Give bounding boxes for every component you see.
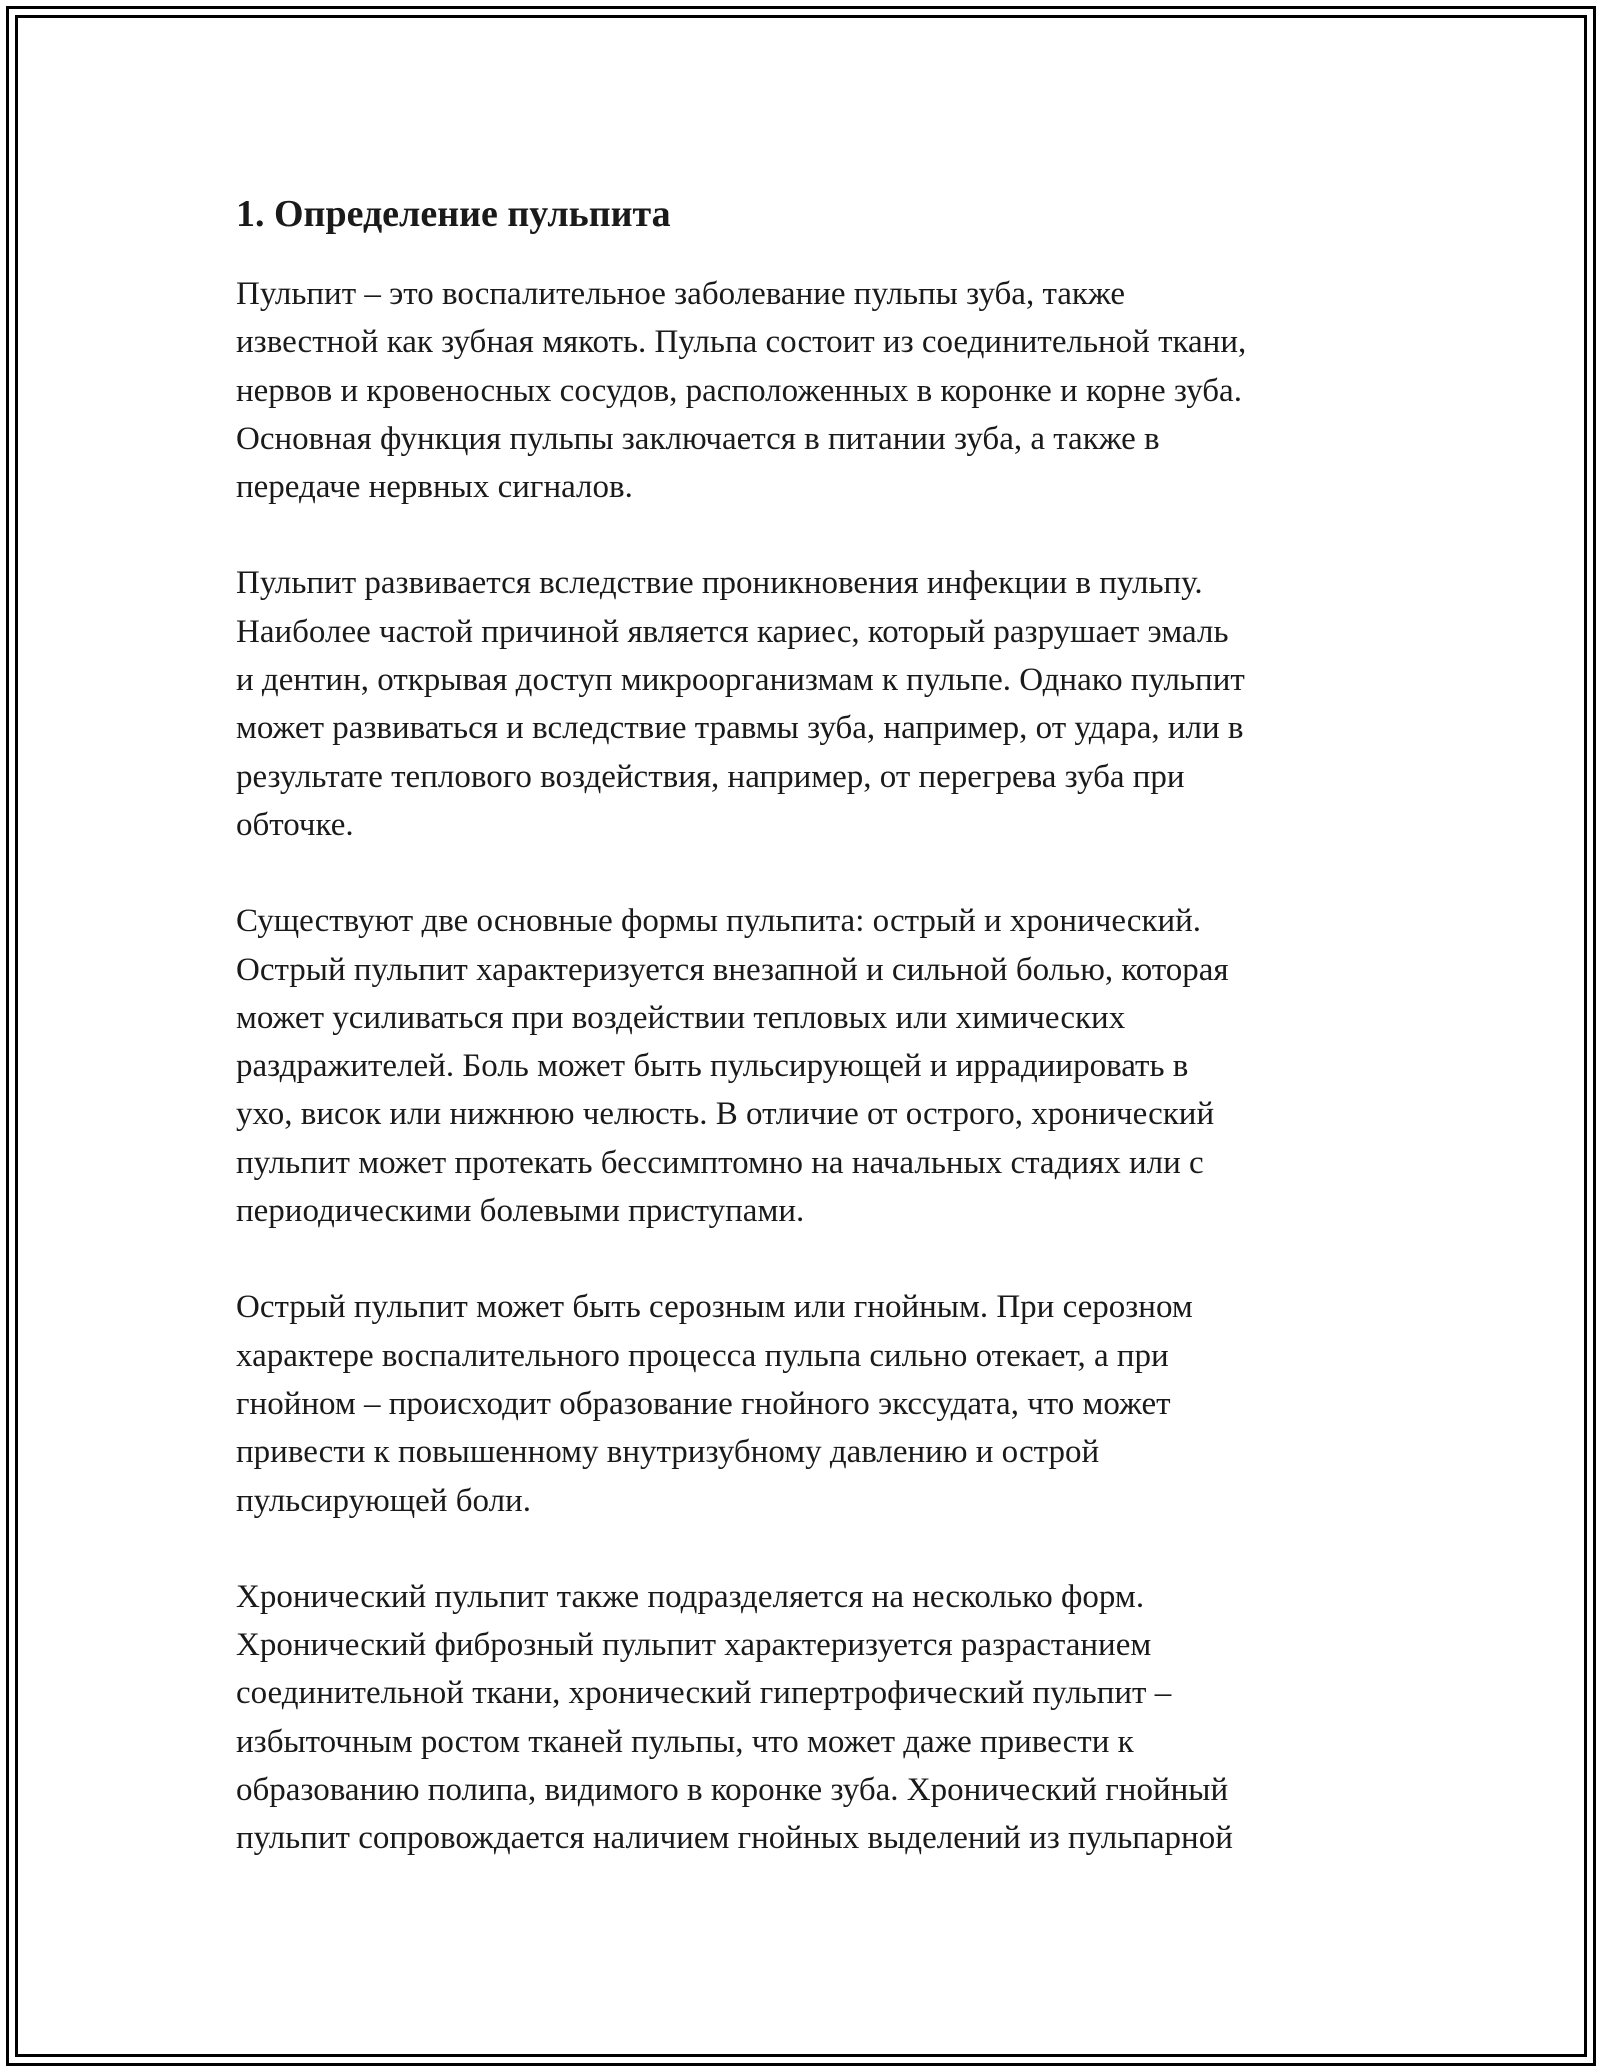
- text-line: Хронический пульпит также подразделяется на несколько форм.: [236, 1578, 1145, 1615]
- paragraph-1: [236, 270, 1376, 511]
- text-line: Существуют две основные формы пульпита: острый и хронический.: [236, 903, 1202, 940]
- text-line: Наиболее частой причиной является кариес, который разрушает эмаль: [236, 613, 1229, 650]
- text-line: нервов и кровеносных сосудов, расположенных в коронке и корне зуба.: [236, 372, 1242, 409]
- paragraph-5: [236, 1573, 1376, 1863]
- text-line: Основная функция пульпы заключается в питании зуба, а также в: [236, 420, 1160, 457]
- text-line: избыточным ростом тканей пульпы, что может даже привести к: [236, 1723, 1134, 1760]
- text-line: обточке.: [236, 806, 354, 843]
- text-line: гнойном – происходит образование гнойного экссудата, что может: [236, 1385, 1171, 1422]
- text-line: и дентин, открывая доступ микроорганизмам к пульпе. Однако пульпит: [236, 662, 1245, 699]
- text-line: известной как зубная мякоть. Пульпа состоит из соединительной ткани,: [236, 324, 1247, 361]
- text-line: пульпит может протекать бессимптомно на начальных стадиях или с: [236, 1144, 1204, 1181]
- section-title: 1. Определение пульпита: [236, 193, 671, 235]
- text-line: Острый пульпит может быть серозным или гнойным. При серозном: [236, 1289, 1193, 1326]
- text-line: передаче нервных сигналов.: [236, 469, 633, 506]
- text-line: раздражителей. Боль может быть пульсирующей и иррадиировать в: [236, 1048, 1189, 1085]
- text-line: Пульпит развивается вследствие проникновения инфекции в пульпу.: [236, 565, 1203, 602]
- text-line: Острый пульпит характеризуется внезапной и сильной болью, которая: [236, 951, 1229, 988]
- paragraph-3: [236, 897, 1376, 1235]
- text-line: Пульпит – это воспалительное заболевание пульпы зуба, также: [236, 276, 1125, 312]
- text-line: может развиваться и вследствие травмы зуба, например, от удара, или в: [236, 710, 1244, 747]
- text-line: пульсирующей боли.: [236, 1482, 531, 1519]
- text-line: характере воспалительного процесса пульпа сильно отекает, а при: [236, 1337, 1169, 1374]
- text-line: привести к повышенному внутризубному давлению и острой: [236, 1434, 1100, 1471]
- text-line: может усиливаться при воздействии тепловых или химических: [236, 999, 1126, 1036]
- paragraph-4: [236, 1283, 1376, 1524]
- text-line: ухо, висок или нижнюю челюсть. В отличие от острого, хронический: [236, 1096, 1215, 1133]
- text-line: Хронический фиброзный пульпит характеризуется разрастанием: [236, 1627, 1152, 1664]
- text-line: соединительной ткани, хронический гипертрофический пульпит –: [236, 1675, 1172, 1712]
- text-line: периодическими болевыми приступами.: [236, 1193, 805, 1230]
- text-line: результате теплового воздействия, например, от перегрева зуба при: [236, 758, 1185, 795]
- document-body: [236, 186, 1376, 1911]
- paragraph-2: [236, 559, 1376, 849]
- text-line: пульпит сопровождается наличием гнойных выделений из пульпарной: [236, 1820, 1233, 1857]
- text-line: образованию полипа, видимого в коронке зуба. Хронический гнойный: [236, 1772, 1229, 1809]
